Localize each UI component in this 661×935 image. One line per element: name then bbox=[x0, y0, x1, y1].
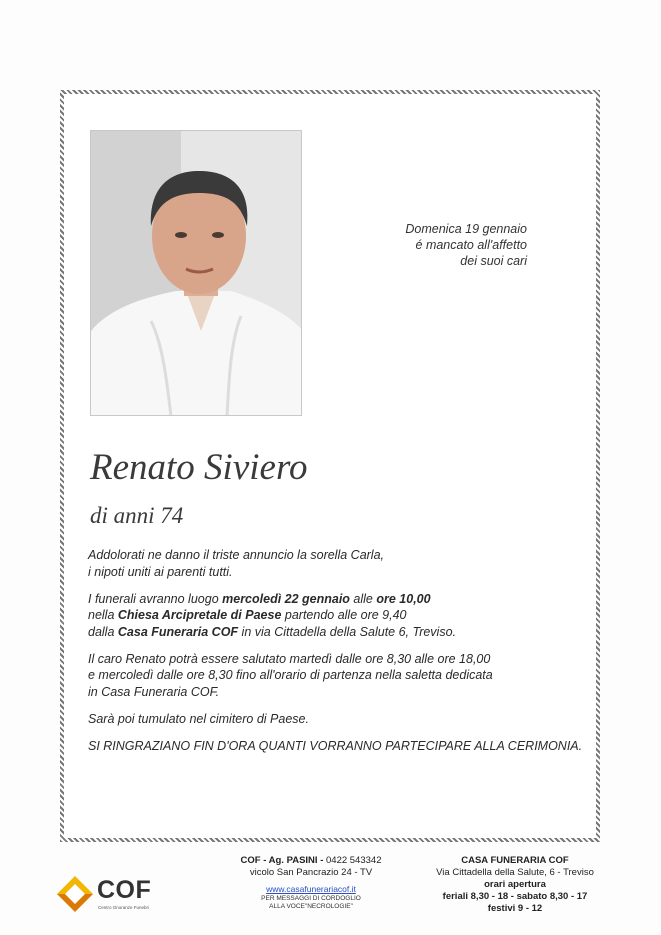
deceased-name: Renato Siviero bbox=[90, 447, 308, 488]
agency-name: COF - Ag. PASINI - bbox=[240, 855, 324, 866]
portrait-illustration bbox=[91, 131, 302, 416]
text-run: partendo alle ore 9,40 bbox=[281, 608, 407, 622]
text-run: alle bbox=[349, 591, 377, 606]
cof-logo-icon bbox=[55, 874, 95, 914]
funeral-date: mercoledì 22 gennaio bbox=[222, 591, 350, 606]
text-run: I funerali avranno luogo bbox=[88, 591, 223, 606]
portrait-photo bbox=[90, 130, 302, 416]
body-line: Sarà poi tumulato nel cimitero di Paese. bbox=[88, 711, 309, 726]
body-line: Addolorati ne danno il triste annuncio la sorella Carla, bbox=[88, 548, 385, 562]
funeral-paragraph bbox=[88, 591, 588, 641]
visitation-paragraph bbox=[88, 651, 588, 701]
agency-line bbox=[216, 855, 406, 867]
body-line: e mercoledì dalle ore 8,30 fino all'orario di partenza nella saletta dedicata bbox=[88, 668, 493, 682]
death-date-note bbox=[360, 221, 527, 269]
agency-phone: 0422 543342 bbox=[326, 855, 382, 866]
death-note-line: Domenica 19 gennaio bbox=[405, 222, 527, 236]
text-run: in via Cittadella della Salute 6, Treviso. bbox=[238, 624, 457, 639]
funeral-home-title: CASA FUNERARIA COF bbox=[461, 855, 569, 866]
website-link[interactable]: www.casafunerariacof.it bbox=[266, 884, 356, 894]
thanks-paragraph bbox=[88, 738, 588, 755]
death-note-line: dei suoi cari bbox=[460, 254, 527, 268]
condolence-note-line: PER MESSAGGI DI CORDOGLIO bbox=[261, 895, 361, 902]
opening-hours-weekday: feriali 8,30 - 18 - sabato 8,30 - 17 bbox=[442, 891, 588, 902]
agency-info bbox=[216, 855, 406, 911]
opening-hours-title: orari apertura bbox=[484, 879, 546, 890]
cof-logo bbox=[55, 874, 165, 914]
notice-body bbox=[88, 547, 588, 765]
body-line: Il caro Renato potrà essere salutato martedì dalle ore 8,30 alle ore 18,00 bbox=[88, 651, 491, 666]
agency-address: vicolo San Pancrazio 24 - TV bbox=[249, 867, 373, 878]
church-name: Chiesa Arcipretale di Paese bbox=[117, 608, 282, 622]
logo-subtitle: Centro Onoranze Funebri bbox=[98, 905, 150, 910]
condolence-note-line: ALLA VOCE"NECROLOGIE" bbox=[269, 903, 353, 910]
body-line: SI RINGRAZIANO FIN D'ORA QUANTI VORRANNO PARTECIPARE ALLA CERIMONIA. bbox=[88, 738, 583, 753]
funeral-home-address: Via Cittadella della Salute, 6 - Treviso bbox=[436, 867, 594, 878]
text-run: dalla bbox=[88, 624, 118, 639]
body-line bbox=[88, 591, 588, 608]
logo-text: COF bbox=[97, 876, 152, 904]
opening-hours-holiday: festivi 9 - 12 bbox=[487, 903, 543, 914]
burial-paragraph bbox=[88, 711, 588, 728]
announcement-paragraph bbox=[88, 547, 588, 580]
body-line bbox=[88, 607, 588, 624]
funeral-time: ore 10,00 bbox=[376, 591, 431, 606]
body-line: i nipoti uniti ai parenti tutti. bbox=[88, 564, 233, 579]
body-line: in Casa Funeraria COF. bbox=[88, 684, 220, 699]
body-line bbox=[88, 624, 588, 641]
funeral-home-info bbox=[410, 855, 620, 915]
text-run: nella bbox=[88, 608, 118, 622]
deceased-age: di anni 74 bbox=[90, 503, 184, 528]
death-note-line: é mancato all'affetto bbox=[415, 238, 527, 252]
funeral-home-name: Casa Funeraria COF bbox=[117, 624, 239, 639]
